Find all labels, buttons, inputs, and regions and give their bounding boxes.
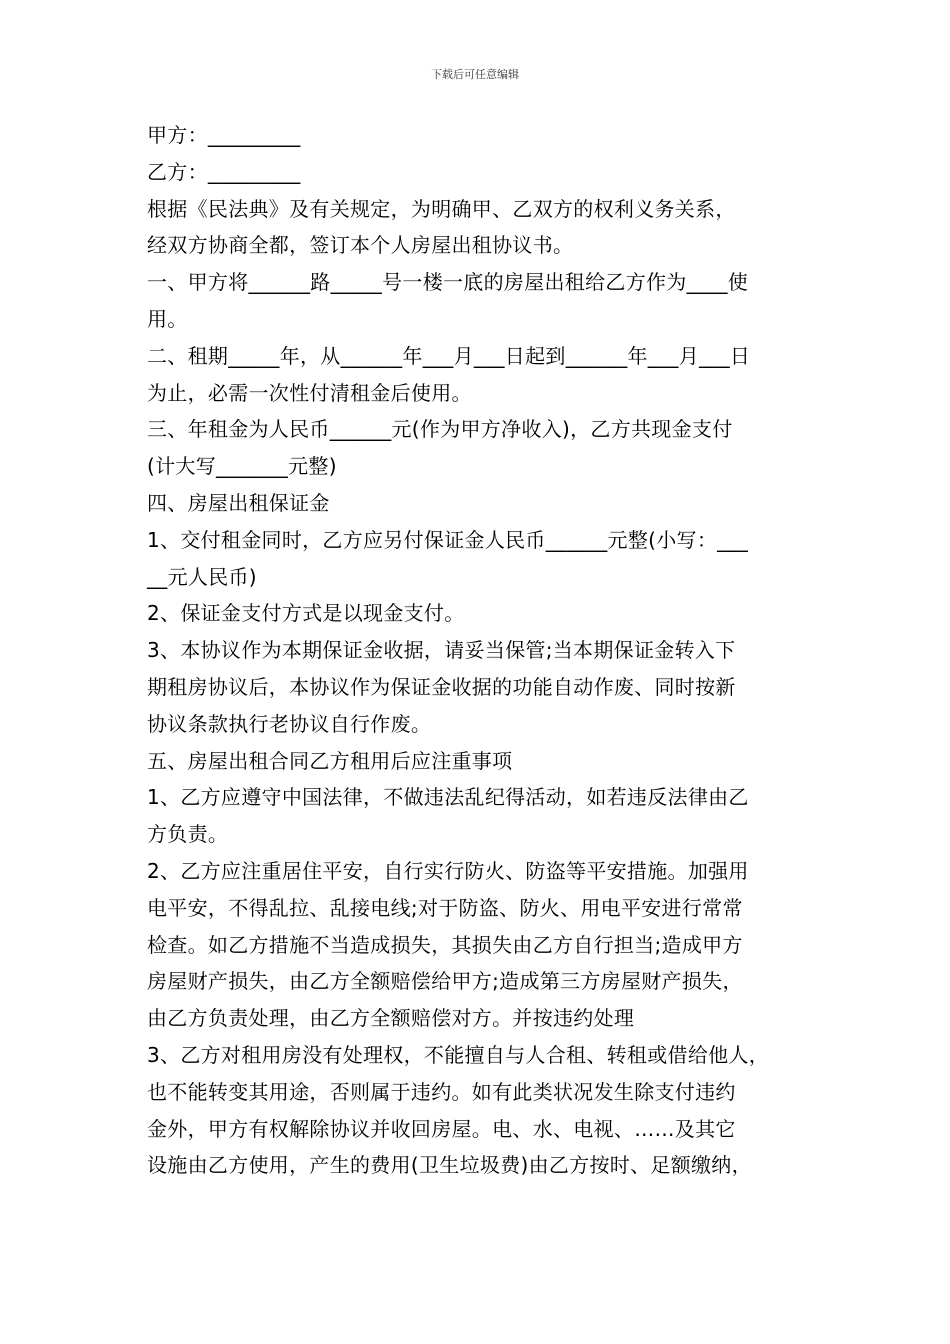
text-line: 房屋财产损失，由乙方全额赔偿给甲方;造成第三方房屋财产损失， bbox=[147, 969, 743, 994]
text-line: 2、保证金支付方式是以现金支付。 bbox=[147, 601, 465, 626]
text-line: 为止，必需一次性付清租金后使用。 bbox=[147, 380, 472, 405]
text-line: 三、年租金为人民币______元(作为甲方净收入)，乙方共现金支付 bbox=[147, 417, 733, 442]
text-line: (计大写_______元整) bbox=[147, 454, 337, 479]
text-line: 3、乙方对租用房没有处理权，不能擅自与人合租、转租或借给他人， bbox=[147, 1042, 770, 1067]
text-line: 乙方：_________ bbox=[147, 159, 301, 184]
text-line: 检查。如乙方措施不当造成损失，其损失由乙方自行担当;造成甲方 bbox=[147, 932, 743, 957]
text-line: 由乙方负责处理，由乙方全额赔偿对方。并按违约处理 bbox=[147, 1006, 635, 1031]
text-line: 3、本协议作为本期保证金收据，请妥当保管;当本期保证金转入下 bbox=[147, 638, 736, 663]
document-body bbox=[147, 117, 812, 1184]
text-line: 甲方：_________ bbox=[147, 123, 301, 147]
text-line: 方负责。 bbox=[147, 822, 229, 847]
text-line: 电平安，不得乱拉、乱接电线;对于防盗、防火、用电平安进行常常 bbox=[147, 895, 743, 920]
text-line: 2、乙方应注重居住平安，自行实行防火、防盗等平安措施。加强用 bbox=[147, 858, 749, 883]
text-line: 经双方协商全都，签订本个人房屋出租协议书。 bbox=[147, 233, 574, 258]
text-line: __元人民币) bbox=[147, 564, 257, 589]
text-line: 也不能转变其用途，否则属于违约。如有此类状况发生除支付违约 bbox=[147, 1079, 736, 1104]
text-line: 协议条款执行老协议自行作废。 bbox=[147, 711, 432, 736]
text-line: 根据《民法典》及有关规定，为明确甲、乙双方的权利义务关系， bbox=[147, 196, 736, 221]
text-line: 1、乙方应遵守中国法律，不做违法乱纪得活动，如若违反法律由乙 bbox=[147, 785, 749, 810]
text-line: 用。 bbox=[147, 306, 188, 331]
text-line: 二、租期_____年，从______年___月___日起到______年___月___日 bbox=[147, 343, 751, 368]
text-line: 设施由乙方使用，产生的费用(卫生垃圾费)由乙方按时、足额缴纳， bbox=[147, 1153, 752, 1178]
text-line: 期租房协议后，本协议作为保证金收据的功能自动作废、同时按新 bbox=[147, 674, 736, 699]
text-line: 一、甲方将______路_____号一楼一底的房屋出租给乙方作为____使 bbox=[147, 270, 749, 295]
text-line: 1、交付租金同时，乙方应另付保证金人民币______元整(小写：___ bbox=[147, 527, 749, 552]
text-line: 金外，甲方有权解除协议并收回房屋。电、水、电视、……及其它 bbox=[147, 1116, 736, 1141]
text-line: 五、房屋出租合同乙方租用后应注重事项 bbox=[147, 748, 513, 773]
header-note: 下载后可任意编辑 bbox=[431, 68, 519, 81]
text-line: 四、房屋出租保证金 bbox=[147, 490, 330, 515]
